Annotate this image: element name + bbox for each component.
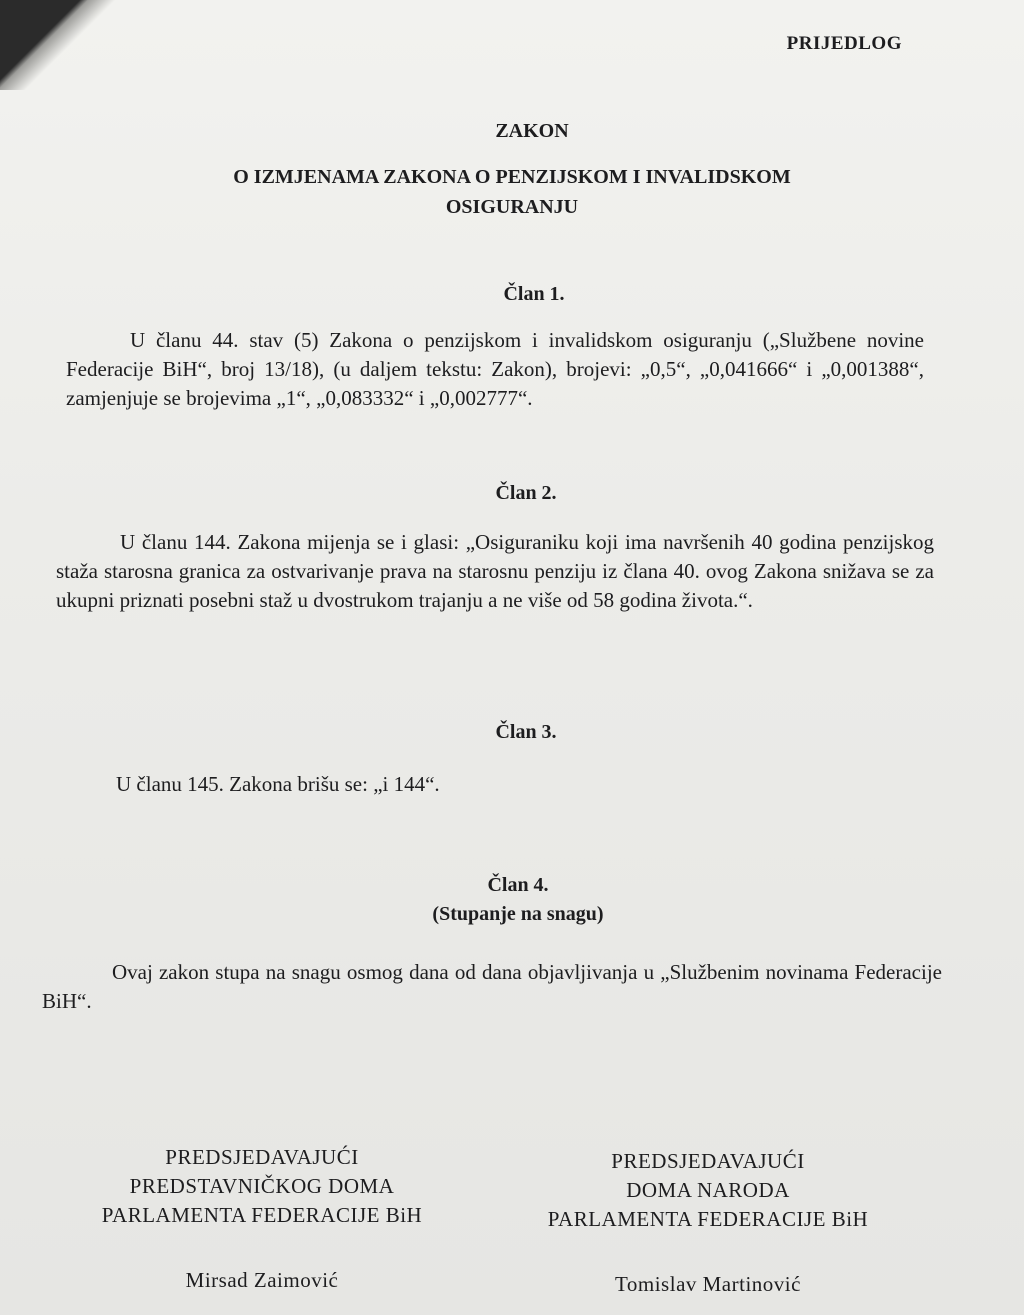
article-3-body: U članu 145. Zakona brišu se: „i 144“.: [116, 772, 440, 796]
signature-right-name: Tomislav Martinović: [615, 1272, 801, 1296]
article-1-text: [66, 326, 924, 413]
folded-corner-shadow: [0, 0, 120, 90]
signature-right-line-1: PREDSJEDAVAJUĆI: [611, 1149, 805, 1173]
signature-right-line-2: DOMA NARODA: [626, 1178, 790, 1202]
article-4-subheading: (Stupanje na snagu): [432, 903, 604, 925]
article-1-heading: Član 1.: [503, 283, 565, 305]
article-4-text: [42, 958, 942, 1016]
article-4-heading: Član 4.: [487, 874, 549, 896]
article-1-body: U članu 44. stav (5) Zakona o penzijskom i invalidskom osiguranju („Službene novine Federacije BiH“, broj 13/18), (u daljem tekstu: Zakon), brojevi: „0,5“, „0,041666“ i „0,001388“, zamjenjuje se brojevima „1“, „0,083332“ i „0,002777“.: [66, 328, 924, 410]
article-3-heading: Član 3.: [495, 721, 557, 743]
signature-left-line-1: PREDSJEDAVAJUĆI: [165, 1145, 359, 1169]
document-title: ZAKON: [495, 120, 569, 142]
signature-block-left: [62, 1143, 462, 1295]
signature-block-right: [508, 1147, 908, 1299]
subtitle-line-2: OSIGURANJU: [445, 196, 579, 218]
article-4-body: Ovaj zakon stupa na snagu osmog dana od dana objavljivanja u „Službenim novinama Federacije BiH“.: [42, 960, 942, 1013]
article-2-text: [56, 528, 934, 615]
article-2-body: U članu 144. Zakona mijenja se i glasi: „Osiguraniku koji ima navršenih 40 godina penzijskog staža starosna granica za ostvarivanje prava na starosnu penziju iz člana 40. ovog Zakona snižava se za ukupni priznati posebni staž u dvostrukom trajanju a ne više od 58 godina života.“.: [56, 530, 934, 612]
signature-right-line-3: PARLAMENTA FEDERACIJE BiH: [547, 1207, 869, 1231]
article-2-heading: Član 2.: [495, 482, 557, 504]
signature-left-name: Mirsad Zaimović: [185, 1268, 339, 1292]
signature-left-line-3: PARLAMENTA FEDERACIJE BiH: [101, 1203, 423, 1227]
signature-left-line-2: PREDSTAVNIČKOG DOMA: [129, 1174, 395, 1198]
document-subtitle: [0, 162, 1024, 222]
proposal-label: PRIJEDLOG: [786, 33, 902, 54]
article-3-text: [52, 770, 932, 799]
subtitle-line-1: O IZMJENAMA ZAKONA O PENZIJSKOM I INVALIDSKOM: [233, 166, 791, 188]
